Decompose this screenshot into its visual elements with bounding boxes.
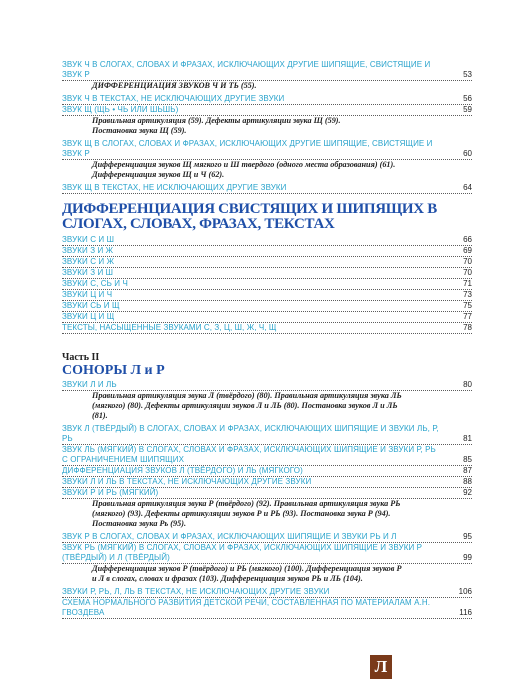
toc-entry-title: ЗВУКИ С И Ж <box>62 257 115 266</box>
toc-entry-page: 69 <box>463 246 472 255</box>
toc-entry-title: ЗВУКИ Р И РЬ (МЯГКИЙ) <box>62 488 159 497</box>
toc-entry[interactable] <box>62 183 472 194</box>
toc-entry[interactable] <box>62 380 472 391</box>
toc-entry-page: 60 <box>463 149 472 158</box>
toc-entry-description: Дифференциация звуков Р (твёрдого) и РЬ (мягкого) (100). Дифференциация звуков Р и Л в слогах, словах и фразах (103). Дифференциация звуков РЬ и ЛЬ (104). <box>92 564 402 583</box>
toc-entry[interactable] <box>62 60 472 81</box>
toc-entry-page: 85 <box>463 455 472 464</box>
toc-entry[interactable] <box>62 587 472 598</box>
toc-entry-title: ЗВУКИ Л И ЛЬ <box>62 380 117 389</box>
toc-entry-title: ЗВУК Щ (ЩЬ • ЧЬ ИЛИ ШЬШЬ) <box>62 105 179 114</box>
toc-entry-page: 56 <box>463 94 472 103</box>
toc-entry-title: ЗВУК Ч В СЛОГАХ, СЛОВАХ И ФРАЗАХ, ИСКЛЮЧАЮЩИХ ДРУГИЕ ШИПЯЩИЕ, СВИСТЯЩИЕ И ЗВУК Р <box>62 60 431 79</box>
toc-entry-title: ЗВУКИ З И Ш <box>62 268 114 277</box>
toc-entry[interactable] <box>62 424 472 445</box>
toc-entry-title: ЗВУК Щ В СЛОГАХ, СЛОВАХ И ФРАЗАХ, ИСКЛЮЧАЮЩИХ ДРУГИЕ ШИПЯЩИЕ, СВИСТЯЩИЕ И ЗВУК Р <box>62 139 433 158</box>
toc-entry-title: ЗВУКИ Р, РЬ, Л, ЛЬ В ТЕКСТАХ, НЕ ИСКЛЮЧАЮЩИХ ДРУГИЕ ЗВУКИ <box>62 587 330 596</box>
toc-entry-title: ЗВУК Щ В ТЕКСТАХ, НЕ ИСКЛЮЧАЮЩИХ ДРУГИЕ ЗВУКИ <box>62 183 287 192</box>
toc-entry[interactable] <box>62 598 472 619</box>
toc-entry[interactable] <box>62 290 472 301</box>
toc-entry-title: ЗВУКИ Ц И Ч <box>62 290 113 299</box>
toc-entry-description: ДИФФЕРЕНЦИАЦИЯ ЗВУКОВ Ч И ТЬ (55). <box>92 81 257 90</box>
toc-entry[interactable] <box>62 312 472 323</box>
toc-entry-title: ЗВУКИ Л И ЛЬ В ТЕКСТАХ, НЕ ИСКЛЮЧАЮЩИХ ДРУГИЕ ЗВУКИ <box>62 477 312 486</box>
toc-entry[interactable] <box>62 268 472 279</box>
toc-entry-title: ЗВУК Л (ТВЁРДЫЙ) В СЛОГАХ, СЛОВАХ И ФРАЗАХ, ИСКЛЮЧАЮЩИХ ШИПЯЩИЕ И ЗВУКИ ЛЬ, Р, РЬ <box>62 424 439 443</box>
toc-entry[interactable] <box>62 466 472 477</box>
publisher-logo: Л <box>370 655 392 679</box>
toc-entry-page: 71 <box>463 279 472 288</box>
toc-entry-page: 77 <box>463 312 472 321</box>
table-of-contents <box>62 60 472 619</box>
toc-entry-title: ЗВУК Ч В ТЕКСТАХ, НЕ ИСКЛЮЧАЮЩИХ ДРУГИЕ ЗВУКИ <box>62 94 285 103</box>
toc-entry-title: ЗВУКИ С И Ш <box>62 235 115 244</box>
toc-entry-page: 53 <box>463 70 472 79</box>
toc-entry-page: 64 <box>463 183 472 192</box>
toc-entry-title: ЗВУКИ С, СЬ И Ч <box>62 279 128 288</box>
toc-entry-description: Правильная артикуляция звука Р (твёрдого) (92). Правильная артикуляция звука РЬ (мягкого) (93). Дефекты артикуляции звуков Р и РЬ (93). Постановка звука Р (94). Постановка звука Рь (95). <box>92 499 401 528</box>
toc-entry-page: 88 <box>463 477 472 486</box>
section-heading: СОНОРЫ Л и Р <box>62 363 165 378</box>
toc-entry[interactable] <box>62 246 472 257</box>
toc-entry-page: 87 <box>463 466 472 475</box>
toc-entry-title: СХЕМА НОРМАЛЬНОГО РАЗВИТИЯ ДЕТСКОЙ РЕЧИ, СОСТАВЛЕННАЯ ПО МАТЕРИАЛАМ А.Н. ГВОЗДЕВА <box>62 598 431 617</box>
toc-entry-page: 80 <box>463 380 472 389</box>
toc-entry[interactable] <box>62 323 472 334</box>
toc-entry-description: Постановка звука Щ (59). <box>92 126 187 135</box>
toc-entry[interactable] <box>62 301 472 312</box>
toc-entry[interactable] <box>62 543 472 564</box>
toc-entry[interactable] <box>62 279 472 290</box>
toc-entry-page: 78 <box>463 323 472 332</box>
toc-entry[interactable] <box>62 139 472 160</box>
toc-entry-title: ЗВУК РЬ (МЯГКИЙ) В СЛОГАХ, СЛОВАХ И ФРАЗАХ, ИСКЛЮЧАЮЩИХ ШИПЯЩИЕ И ЗВУКИ Р (ТВЁРДЫЙ) И Л (ТВЁРДЫЙ) <box>62 543 423 562</box>
toc-entry-page: 116 <box>459 608 472 617</box>
toc-entry[interactable] <box>62 94 472 105</box>
toc-entry-title: ДИФФЕРЕНЦИАЦИЯ ЗВУКОВ Л (ТВЁРДОГО) И ЛЬ (МЯГКОГО) <box>62 466 303 475</box>
toc-entry-page: 59 <box>463 105 472 114</box>
toc-entry-title: ТЕКСТЫ, НАСЫЩЕННЫЕ ЗВУКАМИ С, З, Ц, Ш, Ж, Ч, Щ <box>62 323 277 332</box>
toc-entry[interactable] <box>62 445 472 466</box>
toc-entry-title: ЗВУК Р В СЛОГАХ, СЛОВАХ И ФРАЗАХ, ИСКЛЮЧАЮЩИХ ШИПЯЩИЕ И ЗВУКИ РЬ И Л <box>62 532 397 541</box>
toc-entry-description: Правильная артикуляция (59). Дефекты артикуляции звука Щ (59). <box>92 116 341 125</box>
toc-entry-description: Правильная артикуляция звука Л (твёрдого) (80). Правильная артикуляция звука ЛЬ (мягкого) (80). Дефекты артикуляции звуков Л и ЛЬ (80). Постановка звуков Л и ЛЬ (81). <box>92 391 402 420</box>
toc-entry-page: 70 <box>463 268 472 277</box>
toc-entry-page: 92 <box>463 488 472 497</box>
toc-entry-page: 81 <box>463 434 472 443</box>
toc-entry[interactable] <box>62 235 472 246</box>
toc-entry[interactable] <box>62 257 472 268</box>
toc-entry-page: 75 <box>463 301 472 310</box>
toc-entry-page: 73 <box>463 290 472 299</box>
toc-entry[interactable] <box>62 532 472 543</box>
toc-entry-page: 106 <box>458 587 472 596</box>
section-heading: ДИФФЕРЕНЦИАЦИЯ СВИСТЯЩИХ И ШИПЯЩИХ В СЛОГАХ, СЛОВАХ, ФРАЗАХ, ТЕКСТАХ <box>62 201 437 232</box>
toc-entry[interactable] <box>62 477 472 488</box>
toc-entry[interactable] <box>62 488 472 499</box>
part-label: Часть II <box>62 352 100 363</box>
toc-entry-title: ЗВУКИ Ц И Щ <box>62 312 115 321</box>
toc-entry-page: 95 <box>463 532 472 541</box>
toc-entry-title: ЗВУКИ З И Ж <box>62 246 114 255</box>
toc-entry[interactable] <box>62 105 472 116</box>
toc-entry-page: 66 <box>463 235 472 244</box>
toc-entry-title: ЗВУК ЛЬ (МЯГКИЙ) В СЛОГАХ, СЛОВАХ И ФРАЗАХ, ИСКЛЮЧАЮЩИХ ШИПЯЩИЕ И ЗВУКИ Р, РЬ С ОГРАНИЧЕНИЕМ ШИПЯЩИХ <box>62 445 436 464</box>
toc-entry-page: 99 <box>463 553 472 562</box>
toc-entry-description: Дифференциация звуков Щ мягкого и Ш твердого (одного места образования) (61). Дифференциация звуков Щ и Ч (62). <box>92 160 396 179</box>
toc-entry-title: ЗВУКИ СЬ И Щ <box>62 301 120 310</box>
toc-entry-page: 70 <box>463 257 472 266</box>
